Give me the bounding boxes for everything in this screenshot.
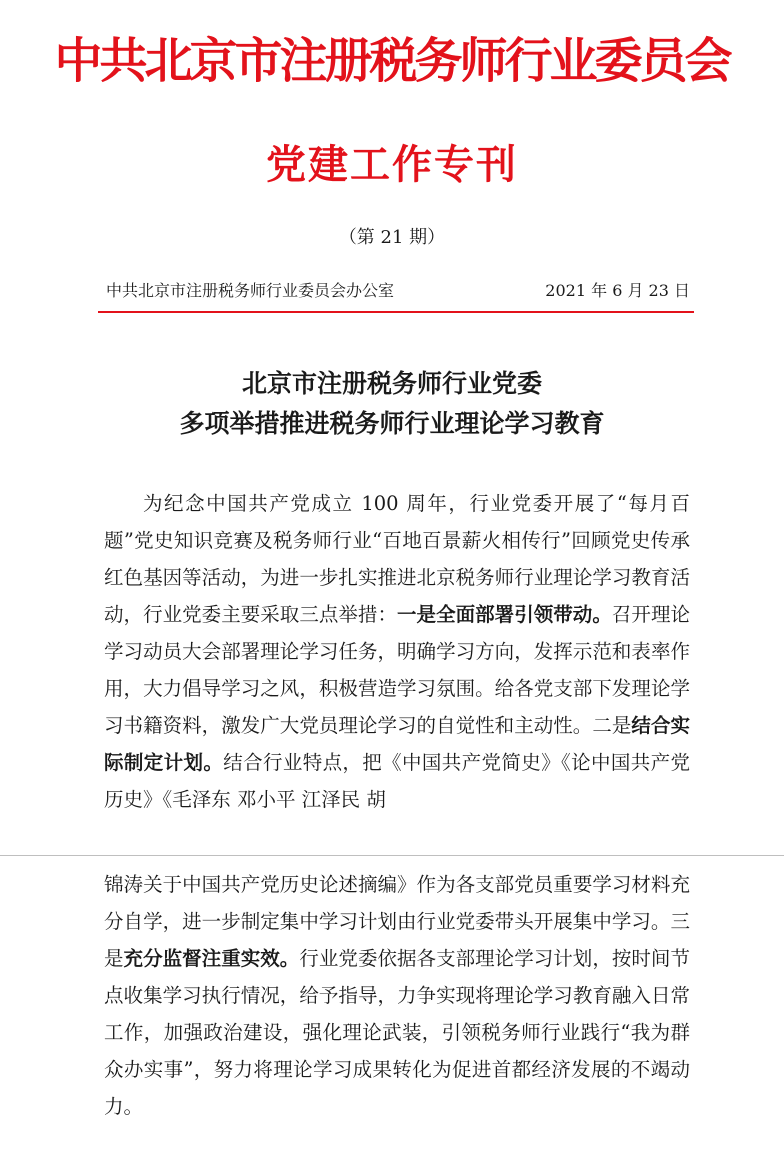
issue-date: 2021 年 6 月 23 日 — [545, 281, 690, 300]
body-text-segment: 召开理论学习动员大会部署理论学习任务，明确学习方向，发挥示范和表率作用，大力倡导学习之风，积极营造学习氛围。给各党支部下发理论学习书籍资料，激发广大党员理论学习的自觉性和主动性。 — [104, 603, 690, 737]
body-text-segment: 锦涛关于中国共产党历史论述摘编》作为各支部党员重要学习材料充分自学，进一步制定集中学习计划由行业党委带头开展集中学习。 — [104, 873, 690, 933]
page-break-line — [0, 855, 784, 856]
key-measure-3: 充分监督注重实效。 — [123, 947, 300, 970]
article-body-page-1: 为纪念中国共产党成立 100 周年，行业党委开展了“每月百题”党史知识竞赛及税务师行业“百地百景薪火相传行”回顾党史传承红色基因等活动，为进一步扎实推进北京税务师行业理论学习教育活动，行业党委主要采取三点举措：一是全面部署引领带动。召开理论学习动员大会部署理论学习任务，明确学习方向，发挥示范和表率作用，大力倡导学习之风，积极营造学习氛围。给各党支部下发理论学习书籍资料，激发广大党员理论学习的自觉性和主动性。二是结合实际制定计划。结合行业特点，把《中国共产党简史》《论中国共产党历史》《毛泽东 邓小平 江泽民 胡 — [104, 492, 690, 811]
article-body-page-2 — [104, 866, 690, 1125]
key-measure-2: 结合实际制定计划。 — [104, 714, 690, 774]
key-measure-1: 一是全面部署引领带动。 — [397, 603, 612, 626]
article-title-line-2: 多项举措推进税务师行业理论学习教育 — [179, 409, 605, 438]
red-divider-line — [98, 311, 694, 313]
body-text-segment: 结合行业特点，把《中国共产党简史》《论中国共产党历史》《毛泽东 邓小平 江泽民 胡 — [104, 751, 690, 811]
masthead-title: 中共北京市注册税务师行业委员会 — [54, 33, 730, 89]
body-text-segment: 为纪念中国共产党成立 100 周年，行业党委开展了“每月百题”党史知识竞赛及税务师行业“百地百景薪火相传行”回顾党史传承红色基因等活动，为进一步扎实推进北京税务师行业理论学习教育活动，行业党委主要采取三点举措： — [104, 492, 690, 626]
body-text-segment: 行业党委依据各支部理论学习计划，按时间节点收集学习执行情况，给予指导，力争实现将理论学习教育融入日常工作，加强政治建设，强化理论武装，引领税务师行业践行“我为群众办实事”，努力将理论学习成果转化为促进首都经济发展的不竭动力。 — [104, 947, 690, 1118]
key-measure-3-prefix: 三是 — [104, 910, 690, 970]
issue-number: （第 21 期） — [338, 227, 446, 248]
article-title-line-1: 北京市注册税务师行业党委 — [241, 369, 542, 398]
publication-title: 党建工作专刊 — [266, 142, 518, 188]
issuing-office: 中共北京市注册税务师行业委员会办公室 — [106, 281, 395, 300]
